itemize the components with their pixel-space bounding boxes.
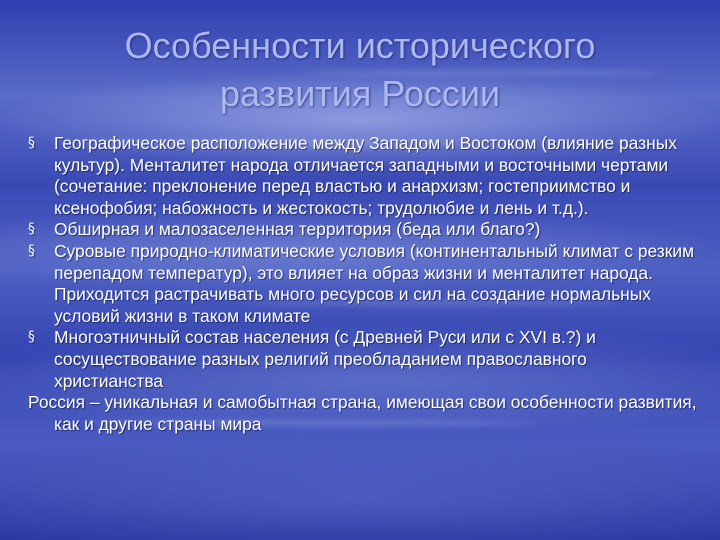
list-item [28,219,700,241]
list-item [28,327,700,392]
slide-title-line-1: Особенности исторического [124,25,596,66]
list-item-text: Обширная и малозаселенная территория (беда или благо?) [54,219,541,240]
slide-title [0,22,720,118]
square-bullet-icon: § [28,221,35,238]
list-item-text: Многоэтничный состав населения (с Древней Руси или с XVI в.?) и сосуществование разных религий преобладанием православного христианства [54,327,596,391]
list-item-text: Суровые природно-климатические условия (континентальный климат с резким перепадом температур), это влияет на образ жизни и менталитет народа. Приходится растрачивать много ресурсов и сил на создание нормальных условий жизни в таком климате [54,240,695,326]
square-bullet-icon: § [28,329,35,346]
slide-title-line-2: развития России [219,73,501,114]
list-item [28,133,700,219]
conclusion-text: Россия – уникальная и самобытная страна, имеющая свои особенности развития, как и другие страны мира [28,392,697,434]
list-item-text: Географическое расположение между Западом и Востоком (влияние разных культур). Менталитет народа отличается западными и восточными чертами (сочетание: преклонение перед властью и анархизм; гостеприимство и ксенофобия; набожность и жестокость; трудолюбие и лень и т.д.). [54,133,677,218]
slide-content [28,133,700,435]
square-bullet-icon: § [28,135,35,151]
list-item [28,241,700,327]
square-bullet-icon: § [28,242,35,259]
